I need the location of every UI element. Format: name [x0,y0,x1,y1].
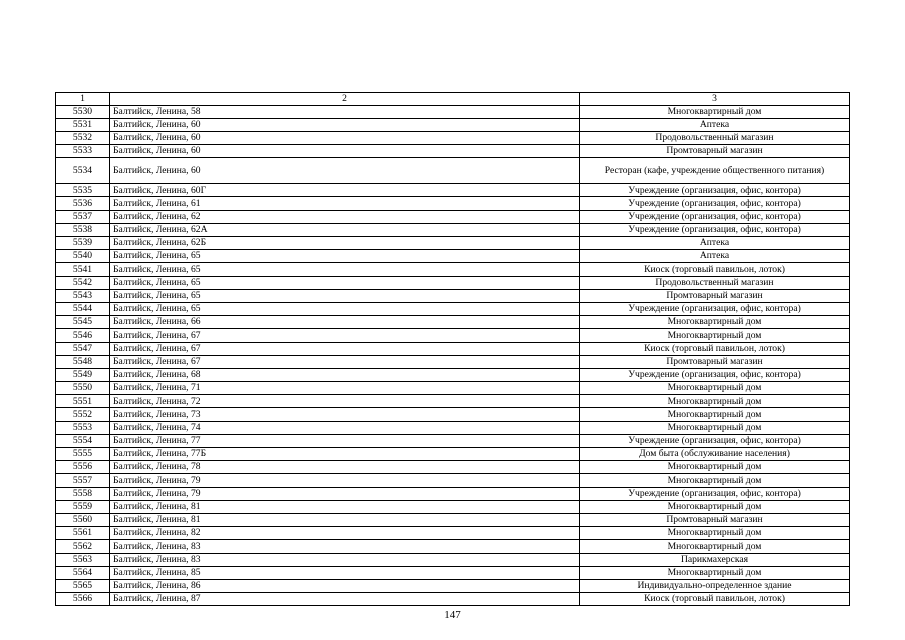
address-cell: Балтийск, Ленина, 85 [110,566,580,579]
row-number-cell: 5539 [56,237,110,250]
address-cell: Балтийск, Ленина, 60Г [110,184,580,197]
row-number-cell: 5552 [56,408,110,421]
object-type-cell: Многоквартирный дом [580,329,850,342]
row-number-cell: 5557 [56,474,110,487]
object-type-cell: Аптека [580,237,850,250]
object-type-cell: Киоск (торговый павильон, лоток) [580,342,850,355]
column-header-address: 2 [110,93,580,106]
row-number-cell: 5558 [56,487,110,500]
table-row [56,461,850,474]
object-type-cell: Индивидуально-определенное здание [580,579,850,592]
address-cell: Балтийск, Ленина, 60 [110,118,580,131]
row-number-cell: 5532 [56,131,110,144]
address-cell: Балтийск, Ленина, 58 [110,105,580,118]
table-row [56,118,850,131]
row-number-cell: 5560 [56,513,110,526]
table-row [56,434,850,447]
table-row [56,368,850,381]
row-number-cell: 5537 [56,210,110,223]
address-cell: Балтийск, Ленина, 77 [110,434,580,447]
address-registry-table [55,92,850,606]
address-cell: Балтийск, Ленина, 60 [110,158,580,184]
table-row [56,184,850,197]
address-cell: Балтийск, Ленина, 77Б [110,448,580,461]
table-row [56,421,850,434]
object-type-cell: Многоквартирный дом [580,316,850,329]
address-cell: Балтийск, Ленина, 67 [110,342,580,355]
table-row [56,355,850,368]
table-row [56,593,850,606]
row-number-cell: 5562 [56,540,110,553]
address-cell: Балтийск, Ленина, 65 [110,289,580,302]
row-number-cell: 5549 [56,368,110,381]
object-type-cell: Киоск (торговый павильон, лоток) [580,263,850,276]
header-row [56,93,850,106]
object-type-cell: Многоквартирный дом [580,105,850,118]
object-type-cell: Продовольственный магазин [580,276,850,289]
row-number-cell: 5538 [56,223,110,236]
object-type-cell: Многоквартирный дом [580,500,850,513]
object-type-cell: Многоквартирный дом [580,382,850,395]
address-cell: Балтийск, Ленина, 65 [110,302,580,315]
object-type-cell: Ресторан (кафе, учреждение общественного питания) [580,158,850,184]
row-number-cell: 5563 [56,553,110,566]
address-cell: Балтийск, Ленина, 82 [110,527,580,540]
object-type-cell: Многоквартирный дом [580,566,850,579]
object-type-cell: Учреждение (организация, офис, контора) [580,487,850,500]
address-cell: Балтийск, Ленина, 67 [110,355,580,368]
row-number-cell: 5548 [56,355,110,368]
address-cell: Балтийск, Ленина, 74 [110,421,580,434]
table-row [56,237,850,250]
row-number-cell: 5564 [56,566,110,579]
address-cell: Балтийск, Ленина, 81 [110,513,580,526]
row-number-cell: 5554 [56,434,110,447]
address-cell: Балтийск, Ленина, 86 [110,579,580,592]
table-row [56,487,850,500]
address-cell: Балтийск, Ленина, 65 [110,263,580,276]
row-number-cell: 5561 [56,527,110,540]
address-cell: Балтийск, Ленина, 83 [110,540,580,553]
address-cell: Балтийск, Ленина, 60 [110,131,580,144]
table-row [56,540,850,553]
object-type-cell: Многоквартирный дом [580,421,850,434]
row-number-cell: 5551 [56,395,110,408]
table-row [56,263,850,276]
table-row [56,329,850,342]
table-body [56,105,850,606]
object-type-cell: Аптека [580,118,850,131]
row-number-cell: 5541 [56,263,110,276]
table-row [56,105,850,118]
object-type-cell: Парикмахерская [580,553,850,566]
object-type-cell: Учреждение (организация, офис, контора) [580,302,850,315]
address-cell: Балтийск, Ленина, 72 [110,395,580,408]
address-cell: Балтийск, Ленина, 73 [110,408,580,421]
object-type-cell: Многоквартирный дом [580,461,850,474]
object-type-cell: Учреждение (организация, офис, контора) [580,184,850,197]
object-type-cell: Киоск (торговый павильон, лоток) [580,593,850,606]
row-number-cell: 5535 [56,184,110,197]
table-row [56,250,850,263]
address-cell: Балтийск, Ленина, 66 [110,316,580,329]
address-cell: Балтийск, Ленина, 79 [110,487,580,500]
table-row [56,145,850,158]
page-number: 147 [444,609,461,621]
table-row [56,316,850,329]
address-cell: Балтийск, Ленина, 68 [110,368,580,381]
table-row [56,289,850,302]
table-row [56,474,850,487]
row-number-cell: 5543 [56,289,110,302]
address-cell: Балтийск, Ленина, 61 [110,197,580,210]
table-row [56,342,850,355]
table-row [56,210,850,223]
address-cell: Балтийск, Ленина, 65 [110,250,580,263]
table-row [56,566,850,579]
row-number-cell: 5559 [56,500,110,513]
address-cell: Балтийск, Ленина, 78 [110,461,580,474]
object-type-cell: Промтоварный магазин [580,513,850,526]
address-cell: Балтийск, Ленина, 83 [110,553,580,566]
object-type-cell: Учреждение (организация, офис, контора) [580,197,850,210]
row-number-cell: 5534 [56,158,110,184]
object-type-cell: Продовольственный магазин [580,131,850,144]
object-type-cell: Учреждение (организация, офис, контора) [580,434,850,447]
address-cell: Балтийск, Ленина, 67 [110,329,580,342]
row-number-cell: 5556 [56,461,110,474]
row-number-cell: 5550 [56,382,110,395]
table-row [56,513,850,526]
row-number-cell: 5544 [56,302,110,315]
address-cell: Балтийск, Ленина, 60 [110,145,580,158]
address-cell: Балтийск, Ленина, 65 [110,276,580,289]
table-row [56,197,850,210]
object-type-cell: Многоквартирный дом [580,408,850,421]
table-row [56,382,850,395]
address-cell: Балтийск, Ленина, 79 [110,474,580,487]
address-cell: Балтийск, Ленина, 62 [110,210,580,223]
table-row [56,579,850,592]
object-type-cell: Аптека [580,250,850,263]
table-row [56,158,850,184]
address-cell: Балтийск, Ленина, 81 [110,500,580,513]
row-number-cell: 5546 [56,329,110,342]
table-row [56,448,850,461]
table-row [56,131,850,144]
row-number-cell: 5530 [56,105,110,118]
object-type-cell: Многоквартирный дом [580,540,850,553]
row-number-cell: 5547 [56,342,110,355]
row-number-cell: 5536 [56,197,110,210]
table-row [56,223,850,236]
address-cell: Балтийск, Ленина, 71 [110,382,580,395]
column-header-type: 3 [580,93,850,106]
table-row [56,553,850,566]
row-number-cell: 5565 [56,579,110,592]
column-header-number: 1 [56,93,110,106]
row-number-cell: 5533 [56,145,110,158]
table-row [56,408,850,421]
row-number-cell: 5553 [56,421,110,434]
object-type-cell: Промтоварный магазин [580,145,850,158]
table-row [56,395,850,408]
object-type-cell: Учреждение (организация, офис, контора) [580,223,850,236]
address-cell: Балтийск, Ленина, 87 [110,593,580,606]
object-type-cell: Учреждение (организация, офис, контора) [580,368,850,381]
address-cell: Балтийск, Ленина, 62А [110,223,580,236]
object-type-cell: Многоквартирный дом [580,474,850,487]
object-type-cell: Промтоварный магазин [580,355,850,368]
object-type-cell: Многоквартирный дом [580,395,850,408]
object-type-cell: Дом быта (обслуживание населения) [580,448,850,461]
row-number-cell: 5555 [56,448,110,461]
table-header [56,93,850,106]
row-number-cell: 5542 [56,276,110,289]
object-type-cell: Промтоварный магазин [580,289,850,302]
object-type-cell: Учреждение (организация, офис, контора) [580,210,850,223]
address-cell: Балтийск, Ленина, 62Б [110,237,580,250]
row-number-cell: 5545 [56,316,110,329]
row-number-cell: 5531 [56,118,110,131]
row-number-cell: 5566 [56,593,110,606]
table-row [56,302,850,315]
row-number-cell: 5540 [56,250,110,263]
table-row [56,500,850,513]
object-type-cell: Многоквартирный дом [580,527,850,540]
table-row [56,527,850,540]
table-row [56,276,850,289]
